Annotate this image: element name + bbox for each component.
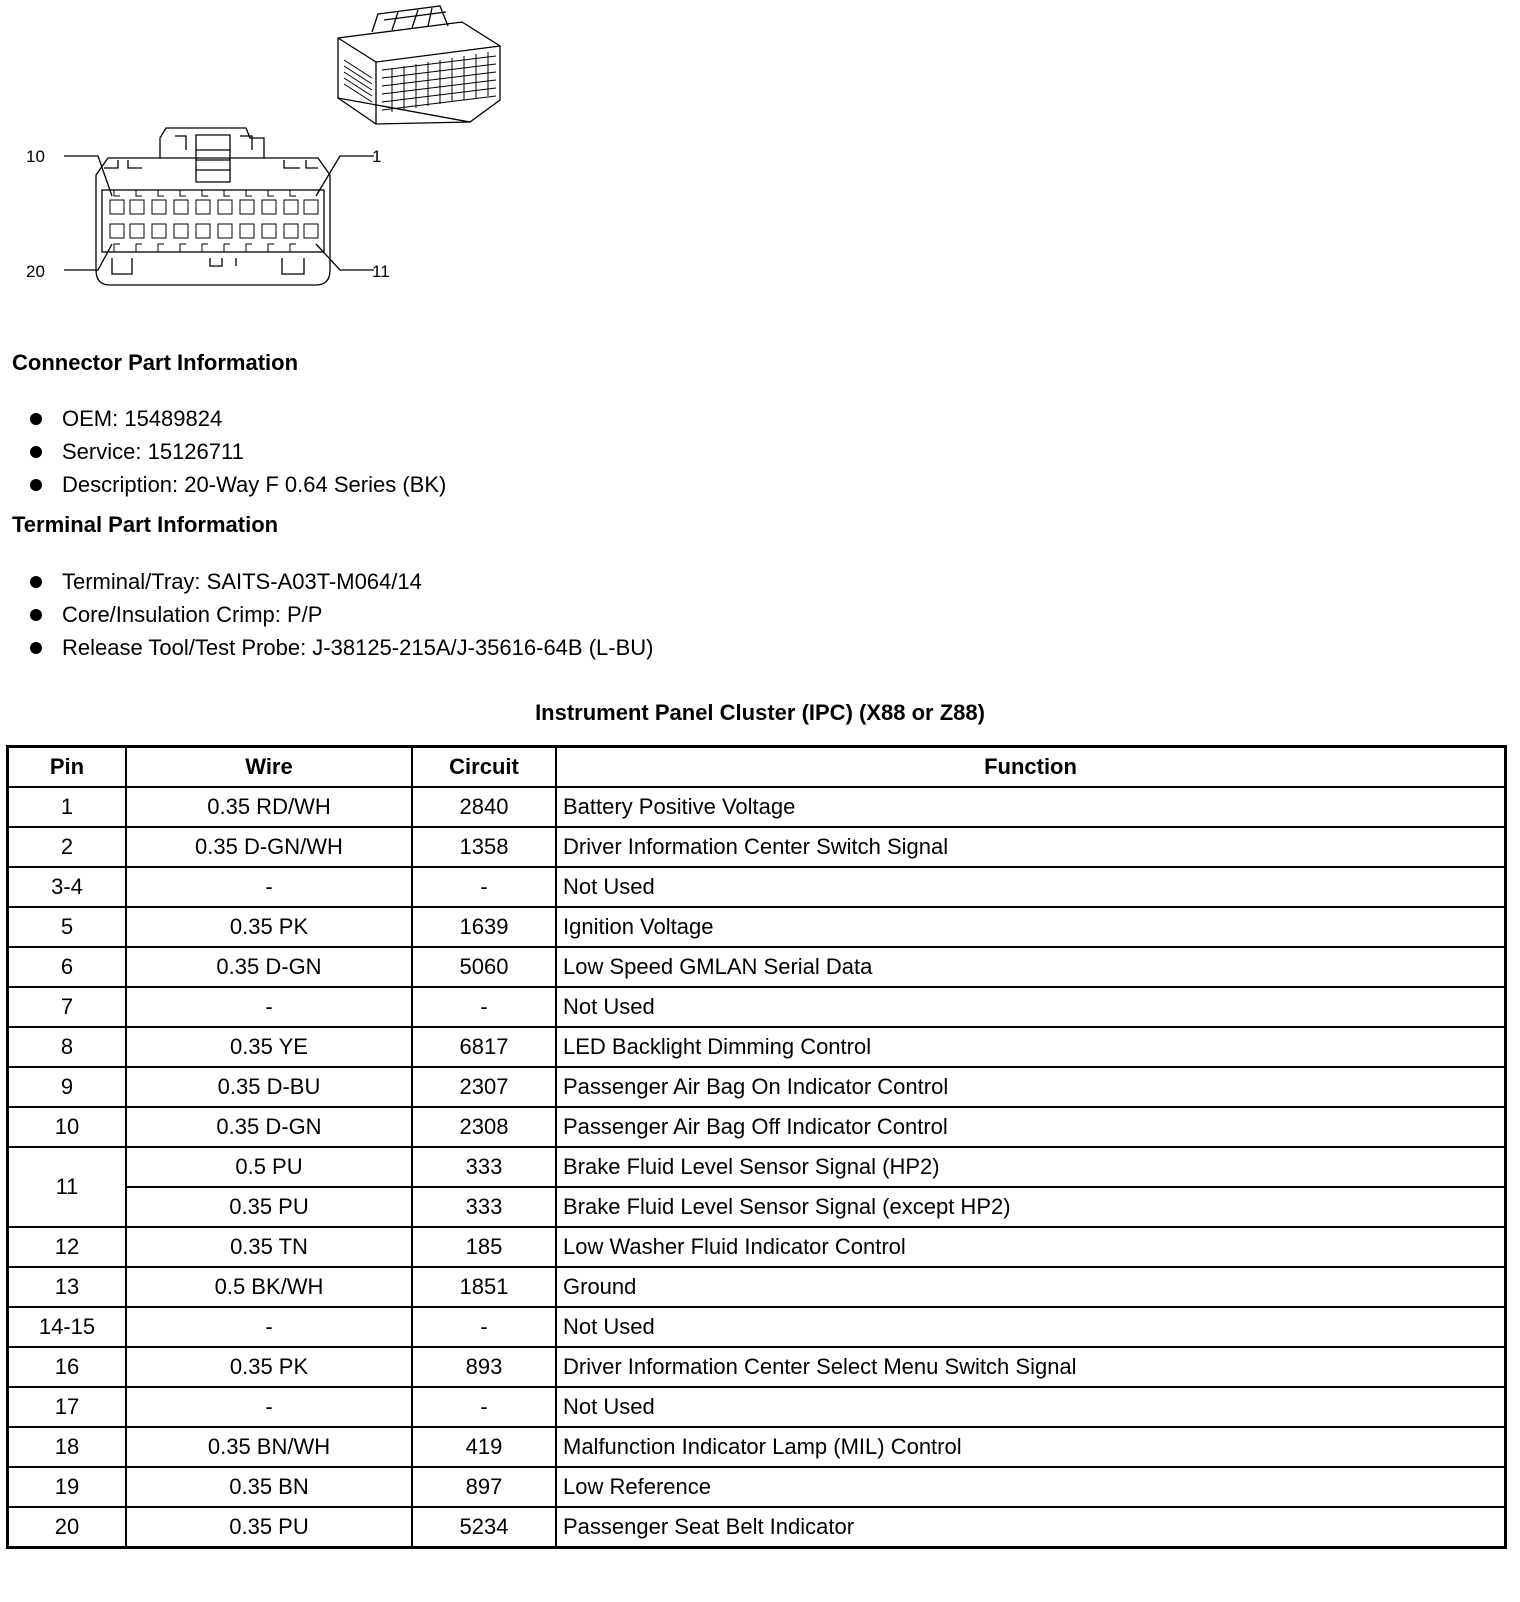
header-function: Function [556, 747, 1506, 788]
pin-cell: 17 [8, 1387, 127, 1427]
bullet-icon [30, 576, 42, 588]
callout-1: 1 [372, 147, 382, 166]
function-cell: Not Used [556, 987, 1506, 1027]
pin-cell: 7 [8, 987, 127, 1027]
function-cell: Ground [556, 1267, 1506, 1307]
table-row [8, 1307, 1506, 1347]
wire-cell: 0.5 BK/WH [126, 1267, 412, 1307]
pin-cell: 9 [8, 1067, 127, 1107]
wire-cell: 0.35 PK [126, 907, 412, 947]
pin-cell: 14-15 [8, 1307, 127, 1347]
table-row [8, 1347, 1506, 1387]
list-item [30, 631, 653, 664]
bullet-icon [30, 609, 42, 621]
wire-cell: 0.35 YE [126, 1027, 412, 1067]
table-row [8, 1387, 1506, 1427]
function-cell: Ignition Voltage [556, 907, 1506, 947]
table-header-row [8, 747, 1506, 788]
table-row [8, 867, 1506, 907]
function-cell: Passenger Seat Belt Indicator [556, 1507, 1506, 1548]
circuit-cell: 333 [412, 1147, 556, 1187]
bullet-icon [30, 413, 42, 425]
circuit-cell: 893 [412, 1347, 556, 1387]
circuit-cell: 1851 [412, 1267, 556, 1307]
pin-cell: 6 [8, 947, 127, 987]
list-item [30, 435, 446, 468]
wire-cell: 0.35 D-GN/WH [126, 827, 412, 867]
function-cell: Not Used [556, 1387, 1506, 1427]
wire-cell: - [126, 987, 412, 1027]
circuit-cell: 333 [412, 1187, 556, 1227]
function-cell: LED Backlight Dimming Control [556, 1027, 1506, 1067]
pin-cell: 11 [8, 1147, 127, 1227]
function-cell: Battery Positive Voltage [556, 787, 1506, 827]
circuit-cell: - [412, 1387, 556, 1427]
wire-cell: 0.35 PU [126, 1187, 412, 1227]
function-cell: Driver Information Center Switch Signal [556, 827, 1506, 867]
circuit-cell: - [412, 987, 556, 1027]
circuit-cell: - [412, 1307, 556, 1347]
circuit-cell: 419 [412, 1427, 556, 1467]
table-body [8, 787, 1506, 1548]
function-cell: Driver Information Center Select Menu Switch Signal [556, 1347, 1506, 1387]
wire-cell: 0.35 D-BU [126, 1067, 412, 1107]
oem-number: OEM: 15489824 [62, 406, 223, 431]
list-item [30, 468, 446, 501]
callout-10: 10 [26, 147, 45, 166]
table-row [8, 907, 1506, 947]
wire-cell: - [126, 1387, 412, 1427]
function-cell: Low Washer Fluid Indicator Control [556, 1227, 1506, 1267]
header-wire: Wire [126, 747, 412, 788]
pinout-table [6, 745, 1507, 1549]
wire-cell: 0.35 RD/WH [126, 787, 412, 827]
release-tool: Release Tool/Test Probe: J-38125-215A/J-35616-64B (L-BU) [62, 635, 654, 660]
table-row [8, 1267, 1506, 1307]
connector-description: Description: 20-Way F 0.64 Series (BK) [62, 472, 447, 497]
list-item [30, 402, 446, 435]
circuit-cell: 5060 [412, 947, 556, 987]
wire-cell: 0.35 PK [126, 1347, 412, 1387]
header-pin: Pin [8, 747, 127, 788]
table-row [8, 827, 1506, 867]
table-title: Instrument Panel Cluster (IPC) (X88 or Z88) [535, 700, 985, 725]
wire-cell: 0.35 BN/WH [126, 1427, 412, 1467]
table-row [8, 1187, 1506, 1227]
circuit-cell: 2307 [412, 1067, 556, 1107]
connector-figure [0, 0, 520, 300]
table-row [8, 1427, 1506, 1467]
table-row [8, 1067, 1506, 1107]
circuit-cell: 897 [412, 1467, 556, 1507]
terminal-part-info-heading: Terminal Part Information [12, 512, 279, 537]
wire-cell: - [126, 867, 412, 907]
circuit-cell: 1639 [412, 907, 556, 947]
pin-cell: 19 [8, 1467, 127, 1507]
table-row [8, 1147, 1506, 1187]
terminal-part-info-list [30, 565, 653, 664]
pin-cell: 2 [8, 827, 127, 867]
wire-cell: 0.5 PU [126, 1147, 412, 1187]
table-row [8, 1107, 1506, 1147]
function-cell: Not Used [556, 867, 1506, 907]
circuit-cell: - [412, 867, 556, 907]
bullet-icon [30, 479, 42, 491]
function-cell: Brake Fluid Level Sensor Signal (except HP2) [556, 1187, 1506, 1227]
connector-front-view [64, 128, 374, 285]
function-cell: Brake Fluid Level Sensor Signal (HP2) [556, 1147, 1506, 1187]
wire-cell: 0.35 BN [126, 1467, 412, 1507]
bullet-icon [30, 642, 42, 654]
pin-cell: 3-4 [8, 867, 127, 907]
pin-cell: 1 [8, 787, 127, 827]
pin-cell: 20 [8, 1507, 127, 1548]
circuit-cell: 2840 [412, 787, 556, 827]
bullet-icon [30, 446, 42, 458]
table-row [8, 1507, 1506, 1548]
connector-3d-view [338, 6, 500, 124]
header-circuit: Circuit [412, 747, 556, 788]
function-cell: Passenger Air Bag On Indicator Control [556, 1067, 1506, 1107]
callout-11: 11 [372, 262, 390, 281]
terminal-tray: Terminal/Tray: SAITS-A03T-M064/14 [62, 569, 422, 594]
table-row [8, 947, 1506, 987]
pin-cell: 5 [8, 907, 127, 947]
service-number: Service: 15126711 [62, 439, 244, 464]
list-item [30, 565, 653, 598]
list-item [30, 598, 653, 631]
wire-cell: 0.35 PU [126, 1507, 412, 1548]
crimp-info: Core/Insulation Crimp: P/P [62, 602, 323, 627]
wire-cell: - [126, 1307, 412, 1347]
callout-20: 20 [26, 262, 45, 281]
function-cell: Low Reference [556, 1467, 1506, 1507]
table-row [8, 787, 1506, 827]
pin-cell: 10 [8, 1107, 127, 1147]
function-cell: Low Speed GMLAN Serial Data [556, 947, 1506, 987]
pin-cell: 8 [8, 1027, 127, 1067]
circuit-cell: 185 [412, 1227, 556, 1267]
connector-part-info-list [30, 402, 446, 501]
pin-cell: 12 [8, 1227, 127, 1267]
pin-cell: 18 [8, 1427, 127, 1467]
function-cell: Malfunction Indicator Lamp (MIL) Control [556, 1427, 1506, 1467]
table-row [8, 1027, 1506, 1067]
function-cell: Not Used [556, 1307, 1506, 1347]
wire-cell: 0.35 TN [126, 1227, 412, 1267]
wire-cell: 0.35 D-GN [126, 947, 412, 987]
pin-cell: 13 [8, 1267, 127, 1307]
pin-cell: 16 [8, 1347, 127, 1387]
circuit-cell: 5234 [412, 1507, 556, 1548]
circuit-cell: 1358 [412, 827, 556, 867]
wire-cell: 0.35 D-GN [126, 1107, 412, 1147]
table-row [8, 987, 1506, 1027]
function-cell: Passenger Air Bag Off Indicator Control [556, 1107, 1506, 1147]
circuit-cell: 6817 [412, 1027, 556, 1067]
circuit-cell: 2308 [412, 1107, 556, 1147]
connector-part-info-heading: Connector Part Information [12, 350, 299, 375]
table-row [8, 1467, 1506, 1507]
table-row [8, 1227, 1506, 1267]
